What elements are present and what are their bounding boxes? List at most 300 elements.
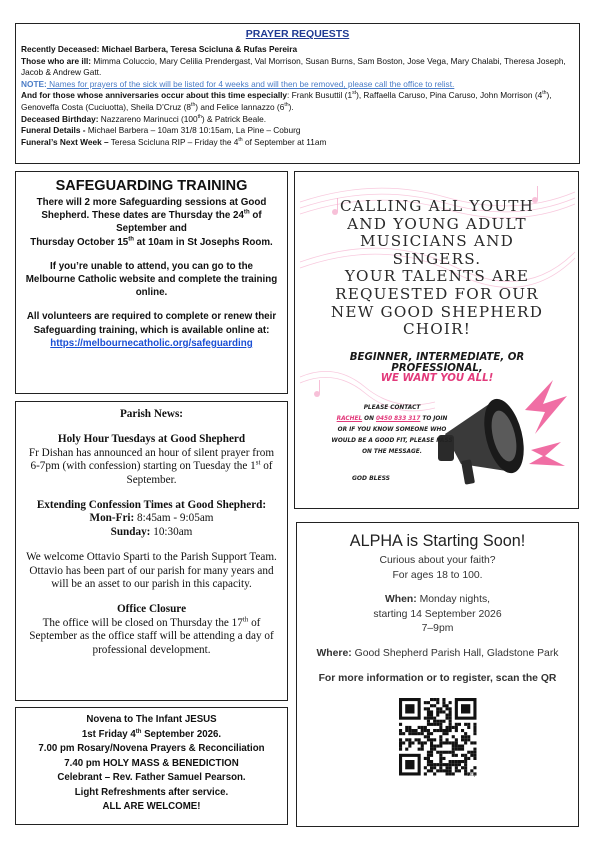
qr-module bbox=[445, 717, 448, 720]
qr-module bbox=[457, 763, 460, 766]
safeguarding-dates bbox=[24, 196, 279, 249]
qr-module bbox=[408, 726, 411, 729]
office-closure-heading: Office Closure bbox=[116, 603, 187, 616]
qr-module bbox=[426, 714, 429, 717]
choir-god-bless: GOD BLESS bbox=[351, 475, 391, 482]
ordinal: th bbox=[197, 113, 202, 120]
sunday-label: Sunday: bbox=[110, 525, 151, 538]
qr-module bbox=[436, 701, 439, 704]
qr-module bbox=[442, 751, 445, 754]
contact-name: RACHEL bbox=[336, 416, 363, 422]
qr-module bbox=[399, 723, 402, 726]
closure-text-2: of September as the office staff will be attending a day of professional development. bbox=[29, 616, 274, 656]
qr-module bbox=[442, 711, 445, 714]
qr-module bbox=[426, 720, 429, 723]
qr-module bbox=[417, 738, 420, 741]
novena-box bbox=[15, 707, 288, 825]
qr-module bbox=[473, 748, 476, 751]
qr-module bbox=[436, 698, 439, 701]
dates-text-3: Thursday October 15 bbox=[30, 236, 129, 248]
qr-module bbox=[411, 729, 414, 732]
qr-module bbox=[423, 726, 426, 729]
headline-line: CHOIR! bbox=[402, 320, 472, 339]
qr-module bbox=[454, 723, 457, 726]
qr-module bbox=[405, 729, 408, 732]
funeral-details bbox=[21, 125, 574, 137]
qr-module bbox=[436, 763, 439, 766]
qr-module bbox=[461, 748, 464, 751]
qr-module bbox=[457, 748, 460, 751]
qr-module bbox=[399, 745, 402, 748]
novena-date-1: 1st Friday 4 bbox=[81, 728, 136, 740]
qr-module bbox=[461, 729, 464, 732]
qr-module bbox=[470, 754, 473, 757]
qr-module bbox=[399, 748, 402, 751]
qr-module bbox=[451, 754, 454, 757]
qr-module bbox=[439, 720, 442, 723]
funeral-text: Michael Barbera – 10am 31/8 10:15am, La Pine – Coburg bbox=[85, 125, 301, 136]
qr-module bbox=[464, 732, 467, 735]
qr-finder-pattern bbox=[461, 704, 470, 713]
when-text: Monday nights, bbox=[416, 594, 491, 606]
weekday-label: Mon-Fri: bbox=[89, 512, 135, 525]
qr-module bbox=[411, 732, 414, 735]
qr-module bbox=[433, 720, 436, 723]
ordinal: th bbox=[128, 236, 134, 243]
qr-module bbox=[426, 735, 429, 738]
sick-list-note bbox=[21, 79, 574, 91]
qr-module bbox=[433, 717, 436, 720]
anniv-text-5: ). bbox=[288, 101, 294, 112]
qr-module bbox=[445, 773, 448, 776]
deceased-birthday bbox=[21, 114, 574, 126]
note-text[interactable]: Names for prayers of the sick will be listed for 4 weeks and will then be removed, please call the office to relist. bbox=[46, 78, 455, 89]
qr-finder-pattern bbox=[405, 760, 414, 769]
qr-module bbox=[436, 720, 439, 723]
qr-module bbox=[399, 729, 402, 732]
qr-module bbox=[464, 735, 467, 738]
qr-module bbox=[442, 704, 445, 707]
qr-module bbox=[408, 732, 411, 735]
qr-module bbox=[423, 773, 426, 776]
qr-module bbox=[405, 748, 408, 751]
qr-module bbox=[467, 726, 470, 729]
qr-module bbox=[430, 732, 433, 735]
headline-line: REQUESTED FOR OUR bbox=[335, 284, 539, 303]
safeguarding-online: If you’re unable to attend, you can go to the Melbourne Catholic website and complete the training online. bbox=[25, 260, 278, 299]
qr-module bbox=[417, 748, 420, 751]
qr-module bbox=[417, 742, 420, 745]
qr-module bbox=[470, 742, 473, 745]
alpha-title: ALPHA is Starting Soon! bbox=[349, 532, 526, 550]
qr-module bbox=[430, 745, 433, 748]
qr-module bbox=[467, 723, 470, 726]
qr-module bbox=[430, 766, 433, 769]
qr-module bbox=[420, 726, 423, 729]
contact-text-2: TO JOIN OR IF YOU KNOW SOMEONE WHO WOULD BE A GOOD FIT, PLEASE PASS ON THE MESSAGE. bbox=[331, 416, 453, 455]
qr-module bbox=[433, 729, 436, 732]
qr-module bbox=[430, 754, 433, 757]
anniv-text-1: : Frank Busuttil (1 bbox=[287, 90, 353, 101]
choir-contact bbox=[331, 403, 453, 458]
next-week-text-1: Teresa Scicluna RIP – Friday the 4 bbox=[108, 136, 239, 147]
qr-module bbox=[457, 760, 460, 763]
anniversaries-label: And for those whose anniversaries occur about this time especially bbox=[21, 90, 288, 101]
qr-module bbox=[448, 766, 451, 769]
alpha-when bbox=[303, 593, 572, 608]
qr-module bbox=[439, 738, 442, 741]
qr-module bbox=[423, 757, 426, 760]
qr-module bbox=[445, 751, 448, 754]
holy-hour-line-2: 6-7pm (with confession) starting on Tuesday the 1 bbox=[30, 460, 256, 473]
headline-line: MUSICIANS AND bbox=[360, 232, 514, 251]
next-week-text-2: of September at 11am bbox=[242, 136, 327, 147]
qr-module bbox=[445, 704, 448, 707]
qr-module bbox=[442, 720, 445, 723]
qr-module bbox=[436, 745, 439, 748]
qr-module bbox=[439, 711, 442, 714]
qr-module bbox=[470, 751, 473, 754]
contact-phone[interactable]: 0450 833 317 bbox=[375, 416, 421, 422]
office-closure-text bbox=[24, 617, 279, 657]
qr-module bbox=[405, 738, 408, 741]
qr-module bbox=[439, 763, 442, 766]
qr-module bbox=[411, 742, 414, 745]
qr-module bbox=[430, 714, 433, 717]
qr-module bbox=[408, 729, 411, 732]
qr-module bbox=[430, 738, 433, 741]
ordinal: th bbox=[238, 136, 243, 143]
qr-module bbox=[442, 769, 445, 772]
qr-module bbox=[436, 729, 439, 732]
qr-module bbox=[451, 742, 454, 745]
qr-module bbox=[436, 714, 439, 717]
qr-module bbox=[426, 754, 429, 757]
those-who-are-ill bbox=[21, 56, 574, 79]
qr-module bbox=[445, 707, 448, 710]
anniversaries bbox=[21, 90, 574, 113]
qr-module bbox=[433, 738, 436, 741]
qr-module bbox=[473, 726, 476, 729]
qr-module bbox=[402, 732, 405, 735]
qr-module bbox=[442, 701, 445, 704]
novena-refreshments: Light Refreshments after service. bbox=[74, 786, 229, 798]
qr-module bbox=[454, 738, 457, 741]
ordinal: th bbox=[284, 102, 289, 109]
qr-module bbox=[402, 742, 405, 745]
qr-module bbox=[408, 745, 411, 748]
qr-module bbox=[442, 742, 445, 745]
qr-module bbox=[454, 769, 457, 772]
anniv-text-3: ), Genoveffa Costa (Cuciuotta), Sheila D’Cruz (8 bbox=[21, 90, 552, 112]
alpha-box bbox=[296, 522, 579, 827]
qr-module bbox=[430, 748, 433, 751]
qr-module bbox=[448, 711, 451, 714]
qr-module bbox=[464, 738, 467, 741]
qr-module bbox=[473, 732, 476, 735]
qr-module bbox=[439, 745, 442, 748]
qr-module bbox=[417, 726, 420, 729]
alpha-curious: Curious about your faith? bbox=[379, 555, 496, 566]
qr-module bbox=[473, 729, 476, 732]
headline-line: SINGERS. bbox=[392, 249, 482, 268]
alpha-more-info: For more information or to register, scan the QR bbox=[318, 672, 557, 684]
ordinal: th bbox=[135, 728, 142, 735]
qr-module bbox=[430, 742, 433, 745]
headline-line: AND YOUNG ADULT bbox=[347, 214, 527, 233]
safeguarding-title: SAFEGUARDING TRAINING bbox=[55, 178, 248, 194]
qr-module bbox=[451, 751, 454, 754]
choir-want-you-all: WE WANT YOU ALL! bbox=[380, 373, 494, 384]
parish-news-title: Parish News: bbox=[119, 408, 184, 420]
qr-module bbox=[420, 742, 423, 745]
qr-module bbox=[461, 738, 464, 741]
qr-module bbox=[439, 754, 442, 757]
parish-news-box bbox=[15, 401, 288, 701]
qr-module bbox=[423, 742, 426, 745]
holy-hour-line-1: Fr Dishan has announced an hour of silent prayer from bbox=[28, 446, 275, 459]
qr-module bbox=[451, 748, 454, 751]
qr-module bbox=[448, 742, 451, 745]
qr-module bbox=[439, 726, 442, 729]
sunday-time: 10:30am bbox=[150, 525, 193, 538]
note-label: NOTE: bbox=[21, 78, 47, 89]
dates-text-2: of September and bbox=[116, 210, 262, 235]
qr-module bbox=[426, 760, 429, 763]
qr-module bbox=[464, 723, 467, 726]
qr-module bbox=[442, 729, 445, 732]
where-text: Good Shepherd Parish Hall, Gladstone Park bbox=[351, 647, 559, 659]
qr-module bbox=[426, 732, 429, 735]
qr-module bbox=[430, 704, 433, 707]
qr-module bbox=[426, 738, 429, 741]
qr-module bbox=[436, 707, 439, 710]
ordinal: th bbox=[191, 102, 196, 109]
ordinal: th bbox=[542, 90, 547, 97]
qr-module bbox=[442, 698, 445, 701]
qr-module bbox=[442, 763, 445, 766]
where-label: Where: bbox=[316, 647, 352, 659]
qr-module bbox=[439, 757, 442, 760]
qr-module bbox=[457, 723, 460, 726]
choir-skill-levels: BEGINNER, INTERMEDIATE, OR PROFESSIONAL, bbox=[349, 352, 525, 374]
qr-module bbox=[439, 723, 442, 726]
qr-module bbox=[433, 766, 436, 769]
qr-module bbox=[430, 760, 433, 763]
contact-on: ON bbox=[362, 416, 376, 422]
qr-module bbox=[445, 729, 448, 732]
qr-module bbox=[439, 729, 442, 732]
confession-sunday bbox=[24, 526, 279, 539]
qr-module bbox=[464, 757, 467, 760]
qr-module bbox=[439, 766, 442, 769]
qr-module bbox=[454, 763, 457, 766]
anniv-text-4: ) and Felice Iannazzo (6 bbox=[195, 101, 285, 112]
dates-text-4: at 10am in St Josephs Room. bbox=[133, 236, 273, 248]
qr-module bbox=[420, 732, 423, 735]
qr-module bbox=[426, 763, 429, 766]
birthday-text-1: Nazzareno Marinucci (100 bbox=[98, 113, 198, 124]
qr-module bbox=[426, 707, 429, 710]
qr-module bbox=[430, 769, 433, 772]
ordinal: st bbox=[255, 458, 261, 467]
qr-module bbox=[454, 726, 457, 729]
confession-heading: Extending Confession Times at Good Shepherd: bbox=[36, 499, 267, 512]
qr-module bbox=[439, 735, 442, 738]
birthday-label: Deceased Birthday: bbox=[21, 113, 99, 124]
welcome-text: We welcome Ottavio Sparti to the Parish Support Team. Ottavio has been part of our parish for many years and will be an asset to our parish in this capacity. bbox=[26, 551, 277, 591]
qr-module bbox=[454, 754, 457, 757]
qr-module bbox=[448, 773, 451, 776]
qr-module bbox=[464, 754, 467, 757]
ordinal: st bbox=[352, 90, 357, 97]
qr-module bbox=[399, 738, 402, 741]
qr-module bbox=[430, 751, 433, 754]
qr-module bbox=[457, 769, 460, 772]
qr-module bbox=[430, 723, 433, 726]
contact-text-1: PLEASE CONTACT bbox=[363, 405, 421, 411]
qr-module bbox=[448, 720, 451, 723]
qr-module bbox=[448, 723, 451, 726]
qr-module bbox=[448, 763, 451, 766]
qr-module bbox=[448, 707, 451, 710]
qr-module bbox=[433, 698, 436, 701]
qr-module bbox=[448, 701, 451, 704]
when-label: When: bbox=[384, 594, 417, 606]
qr-module bbox=[473, 742, 476, 745]
qr-module bbox=[448, 760, 451, 763]
qr-module bbox=[399, 732, 402, 735]
qr-module bbox=[448, 769, 451, 772]
qr-module bbox=[461, 760, 464, 763]
qr-module bbox=[433, 748, 436, 751]
qr-module bbox=[420, 748, 423, 751]
qr-module bbox=[426, 751, 429, 754]
prayer-requests-title: PRAYER REQUESTS bbox=[245, 28, 350, 40]
qr-module bbox=[426, 723, 429, 726]
qr-module bbox=[445, 714, 448, 717]
novena-celebrant: Celebrant – Rev. Father Samuel Pearson. bbox=[57, 772, 246, 783]
choir-headline bbox=[303, 198, 571, 339]
qr-module bbox=[423, 735, 426, 738]
qr-module bbox=[464, 742, 467, 745]
qr-module bbox=[454, 745, 457, 748]
qr-module bbox=[405, 726, 408, 729]
qr-code-icon[interactable] bbox=[397, 696, 479, 778]
qr-module bbox=[436, 751, 439, 754]
qr-module bbox=[408, 742, 411, 745]
qr-module bbox=[433, 723, 436, 726]
qr-module bbox=[430, 711, 433, 714]
qr-module bbox=[436, 723, 439, 726]
qr-module bbox=[420, 729, 423, 732]
confession-weekday bbox=[24, 512, 279, 525]
ordinal: th bbox=[242, 615, 249, 624]
qr-module bbox=[451, 773, 454, 776]
qr-module bbox=[467, 757, 470, 760]
qr-module bbox=[430, 763, 433, 766]
qr-module bbox=[445, 766, 448, 769]
recently-deceased: Recently Deceased: Michael Barbera, Teresa Scicluna & Rufas Pereira bbox=[21, 44, 298, 54]
alpha-ages: For ages 18 to 100. bbox=[392, 569, 483, 581]
ill-names: Mimma Coluccio, Mary Celilia Prendergast, Val Morrison, Susan Burns, Sam Boston, Jose Vega, Mary Chalabi, Theresa Joseph, Jacob & Andrew Gatt. bbox=[21, 55, 566, 78]
qr-module bbox=[451, 760, 454, 763]
qr-module bbox=[454, 729, 457, 732]
qr-module bbox=[448, 714, 451, 717]
qr-module bbox=[433, 745, 436, 748]
qr-module bbox=[461, 754, 464, 757]
qr-module bbox=[451, 763, 454, 766]
qr-module bbox=[439, 760, 442, 763]
novena-rosary: 7.00 pm Rosary/Novena Prayers & Reconciliation bbox=[38, 743, 265, 754]
qr-module bbox=[445, 742, 448, 745]
qr-module bbox=[442, 732, 445, 735]
qr-module bbox=[436, 711, 439, 714]
qr-module bbox=[423, 729, 426, 732]
holy-hour-text bbox=[24, 447, 279, 487]
qr-module bbox=[426, 711, 429, 714]
qr-module bbox=[426, 769, 429, 772]
qr-finder-pattern bbox=[405, 704, 414, 713]
qr-module bbox=[445, 726, 448, 729]
next-week-label: Funeral’s Next Week – bbox=[21, 136, 109, 147]
qr-module bbox=[439, 742, 442, 745]
qr-module bbox=[430, 698, 433, 701]
qr-module bbox=[451, 735, 454, 738]
qr-module bbox=[430, 717, 433, 720]
birthday-text-2: ) & Patrick Beale. bbox=[201, 113, 267, 124]
choir-poster bbox=[294, 171, 579, 509]
qr-module bbox=[423, 707, 426, 710]
qr-module bbox=[426, 701, 429, 704]
safeguarding-link[interactable]: https://melbournecatholic.org/safeguarding bbox=[50, 337, 253, 349]
qr-module bbox=[433, 773, 436, 776]
qr-module bbox=[439, 707, 442, 710]
qr-module bbox=[433, 763, 436, 766]
qr-module bbox=[423, 701, 426, 704]
qr-module bbox=[461, 735, 464, 738]
lightning-bolt-icons bbox=[525, 380, 567, 466]
qr-module bbox=[439, 769, 442, 772]
qr-caption: bitly bbox=[466, 772, 476, 778]
requirement-text: All volunteers are required to complete or renew their Safeguarding training, which is available online at: bbox=[26, 311, 277, 336]
qr-module bbox=[445, 732, 448, 735]
qr-module bbox=[473, 751, 476, 754]
qr-module bbox=[426, 757, 429, 760]
qr-module bbox=[451, 745, 454, 748]
qr-module bbox=[473, 754, 476, 757]
qr-module bbox=[454, 742, 457, 745]
alpha-where bbox=[303, 647, 572, 662]
headline-line: NEW GOOD SHEPHERD bbox=[330, 302, 544, 321]
qr-module bbox=[464, 760, 467, 763]
qr-module bbox=[467, 751, 470, 754]
dates-text-1: There will 2 more Safeguarding sessions at Good Shepherd. These dates are Thursday the 24 bbox=[36, 197, 267, 222]
qr-module bbox=[414, 732, 417, 735]
qr-module bbox=[473, 723, 476, 726]
closure-text-1: The office will be closed on Thursday the 17 bbox=[42, 616, 243, 629]
novena-welcome: ALL ARE WELCOME! bbox=[102, 801, 201, 812]
qr-module bbox=[464, 763, 467, 766]
qr-module bbox=[399, 742, 402, 745]
holy-hour-line-3: of September. bbox=[126, 460, 273, 486]
qr-module bbox=[420, 745, 423, 748]
qr-module bbox=[473, 766, 476, 769]
qr-module bbox=[457, 745, 460, 748]
qr-module bbox=[414, 729, 417, 732]
qr-module bbox=[448, 717, 451, 720]
qr-module bbox=[442, 757, 445, 760]
